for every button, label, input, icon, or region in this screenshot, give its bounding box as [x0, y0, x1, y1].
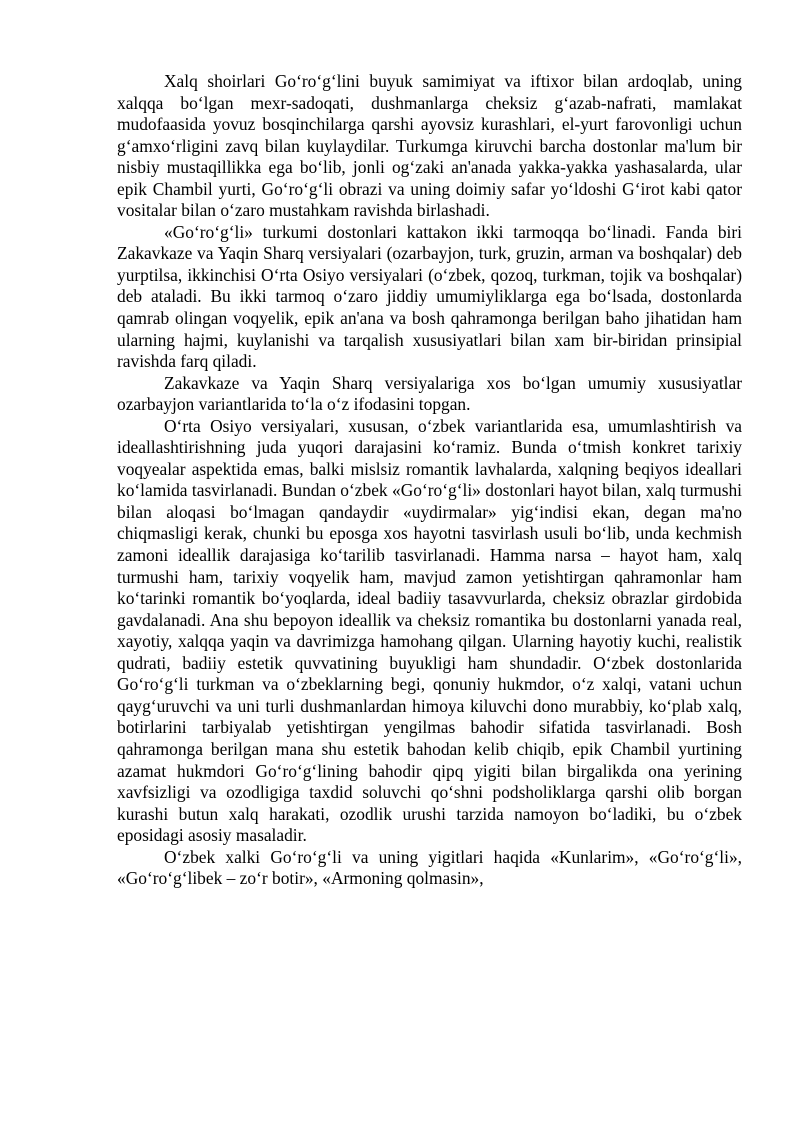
paragraph-3: Zakavkaze va Yaqin Sharq versiyalariga xos bo‘lgan umumiy xususiyatlar ozarbayjon variantlarida to‘la o‘z ifodasini topgan.	[117, 372, 742, 415]
paragraph-2: «Go‘ro‘g‘li» turkumi dostonlari kattakon ikki tarmoqqa bo‘linadi. Fanda biri Zakavkaze va Yaqin Sharq versiyalari (ozarbayjon, turk, gruzin, arman va boshqalar) deb yurptilsa, ikkinchisi O‘rta Osiyo versiyalari (o‘zbek, qozoq, turkman, tojik va boshqalar) deb ataladi. Bu ikki tarmoq o‘zaro jiddiy umumiyliklarga ega bo‘lsada, dostonlarda qamrab olingan voqyelik, epik an'ana va bosh qahramonga berilgan baho jihatidan ham ularning hajmi, kuylanishi va tarqalish xususiyatlari bilan xam bir-biridan prinsipial ravishda farq qiladi.	[117, 221, 742, 372]
paragraph-4: O‘rta Osiyo versiyalari, xususan, o‘zbek variantlarida esa, umumlashtirish va ideallashtirishning juda yuqori darajasini ko‘ramiz. Bunda o‘tmish konkret tarixiy voqyealar aspektida emas, balki mislsiz romantik lavhalarda, xalqning beqiyos ideallari ko‘lamida tasvirlanadi. Bundan o‘zbek «Go‘ro‘g‘li» dostonlari hayot bilan, xalq turmushi bilan aloqasi bo‘lmagan qandaydir «uydirmalar» yig‘indisi ekan, degan ma'no chiqmasligi kerak, chunki bu eposga xos hayotni tasvirlash usuli bo‘lib, unda kechmish zamoni ideallik darajasiga ko‘tarilib tasvirlanadi. Hamma narsa – hayot ham, xalq turmushi ham, tarixiy voqyelik ham, mavjud zamon yetishtirgan qahramonlar ham ko‘tarinki romantik bo‘yoqlarda, ideal badiiy tasavvurlarda, cheksiz obrazlar girdobida gavdalanadi. Ana shu bepoyon ideallik va cheksiz romantika bu dostonlarni yanada real, xayotiy, xalqqa yaqin va davrimizga hamohang qilgan. Ularning hayotiy kuchi, realistik qudrati, badiiy estetik quvvatining buyukligi ham shundadir. O‘zbek dostonlarida Go‘ro‘g‘li turkman va o‘zbeklarning begi, qonuniy hukmdor, o‘z xalqi, vatani uchun qayg‘uruvchi va uni turli dushmanlardan himoya kiluvchi dono murabbiy, ko‘plab xalq, botirlarini tarbiyalab yetishtirgan yengilmas bahodir sifatida tasvirlanadi. Bosh qahramonga berilgan mana shu estetik bahodan kelib chiqib, epik Chambil yurtining azamat hukmdori Go‘ro‘g‘lining bahodir qipq yigiti bilan birgalikda ona yerining xavfsizligi va ozodligiga taxdid soluvchi qo‘shni podsholiklarga qarshi olib borgan kurashi butun xalq harakati, ozodlik urushi tarzida namoyon bo‘ladiki, bu o‘zbek eposidagi asosiy masaladir.	[117, 415, 742, 846]
paragraph-1: Xalq shoirlari Go‘ro‘g‘lini buyuk samimiyat va iftixor bilan ardoqlab, uning xalqqa bo‘lgan mexr-sadoqati, dushmanlarga cheksiz g‘azab-nafrati, mamlakat mudofaasida yovuz bosqinchilarga qarshi ayovsiz kurashlari, el-yurt farovonligi uchun g‘amxo‘rligini zavq bilan kuylaydilar. Turkumga kiruvchi barcha dostonlar ma'lum bir nisbiy mustaqillikka ega bo‘lib, jonli og‘zaki an'anada yakka-yakka yashasalarda, ular epik Chambil yurti, Go‘ro‘g‘li obrazi va uning doimiy safar yo‘ldoshi G‘irot kabi qator vositalar bilan o‘zaro mustahkam ravishda birlashadi.	[117, 71, 742, 221]
paragraph-5: O‘zbek xalki Go‘ro‘g‘li va uning yigitlari haqida «Kunlarim», «Go‘ro‘g‘li», «Go‘ro‘g‘libek – zo‘r botir», «Armoning qolmasin»,	[117, 846, 742, 889]
document-page	[117, 71, 742, 890]
